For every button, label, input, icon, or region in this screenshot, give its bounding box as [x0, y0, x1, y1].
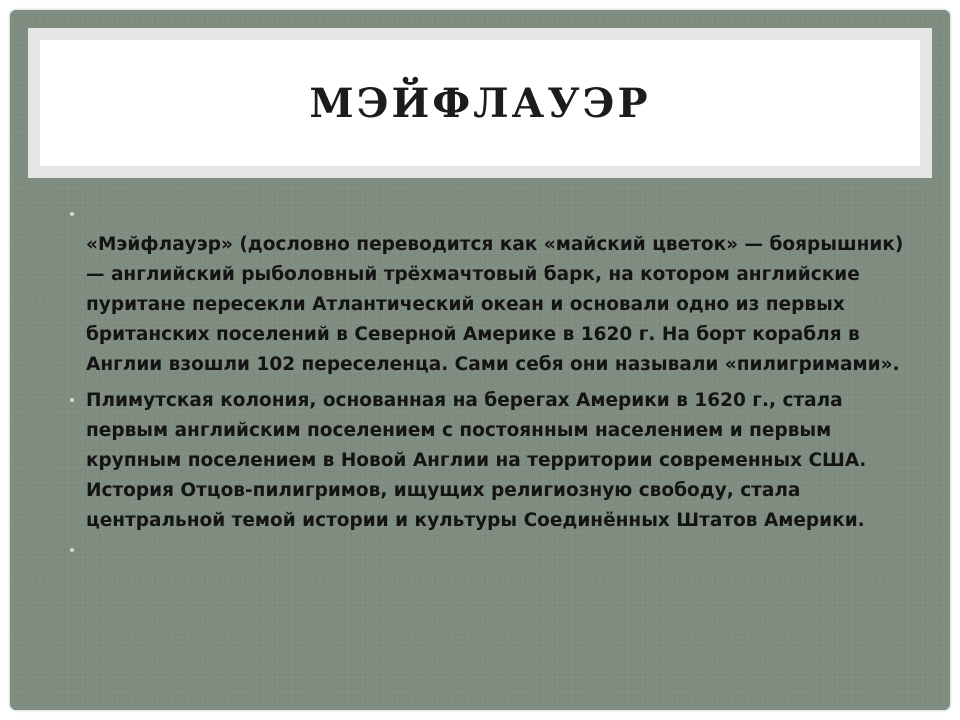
bullet-dot [70, 548, 74, 552]
content-area [70, 200, 920, 566]
paragraph-mayflower [70, 230, 920, 380]
slide [10, 10, 950, 710]
paragraph-plymouth [70, 386, 920, 536]
empty-bullet [70, 536, 920, 566]
title-box [40, 40, 920, 166]
paragraph-text: Плимутская колония, основанная на берегах Америки в 1620 г., стала первым английским поселением с постоянным населением и первым крупным поселением в Новой Англии на территории современных США. История Отцов-пилигримов, ищущих религиозную свободу, стала центральной темой истории и культуры Соединённых Штатов Америки. [86, 390, 867, 531]
empty-bullet [70, 200, 920, 230]
title-band [28, 28, 932, 178]
slide-title: МЭЙФЛАУЭР [309, 79, 651, 127]
paragraph-text: «Мэйфлауэр» (дословно переводится как «майский цветок» — боярышник) — английский рыболовный трёхмачтовый барк, на котором английские пуритане пересекли Атлантический океан и основали одно из первых британских поселений в Северной Америке в 1620 г. На борт корабля в Англии взошли 102 переселенца. Сами себя они называли «пилигримами». [86, 234, 904, 375]
bullet-dot [70, 212, 74, 216]
bullet-dot [70, 398, 74, 402]
